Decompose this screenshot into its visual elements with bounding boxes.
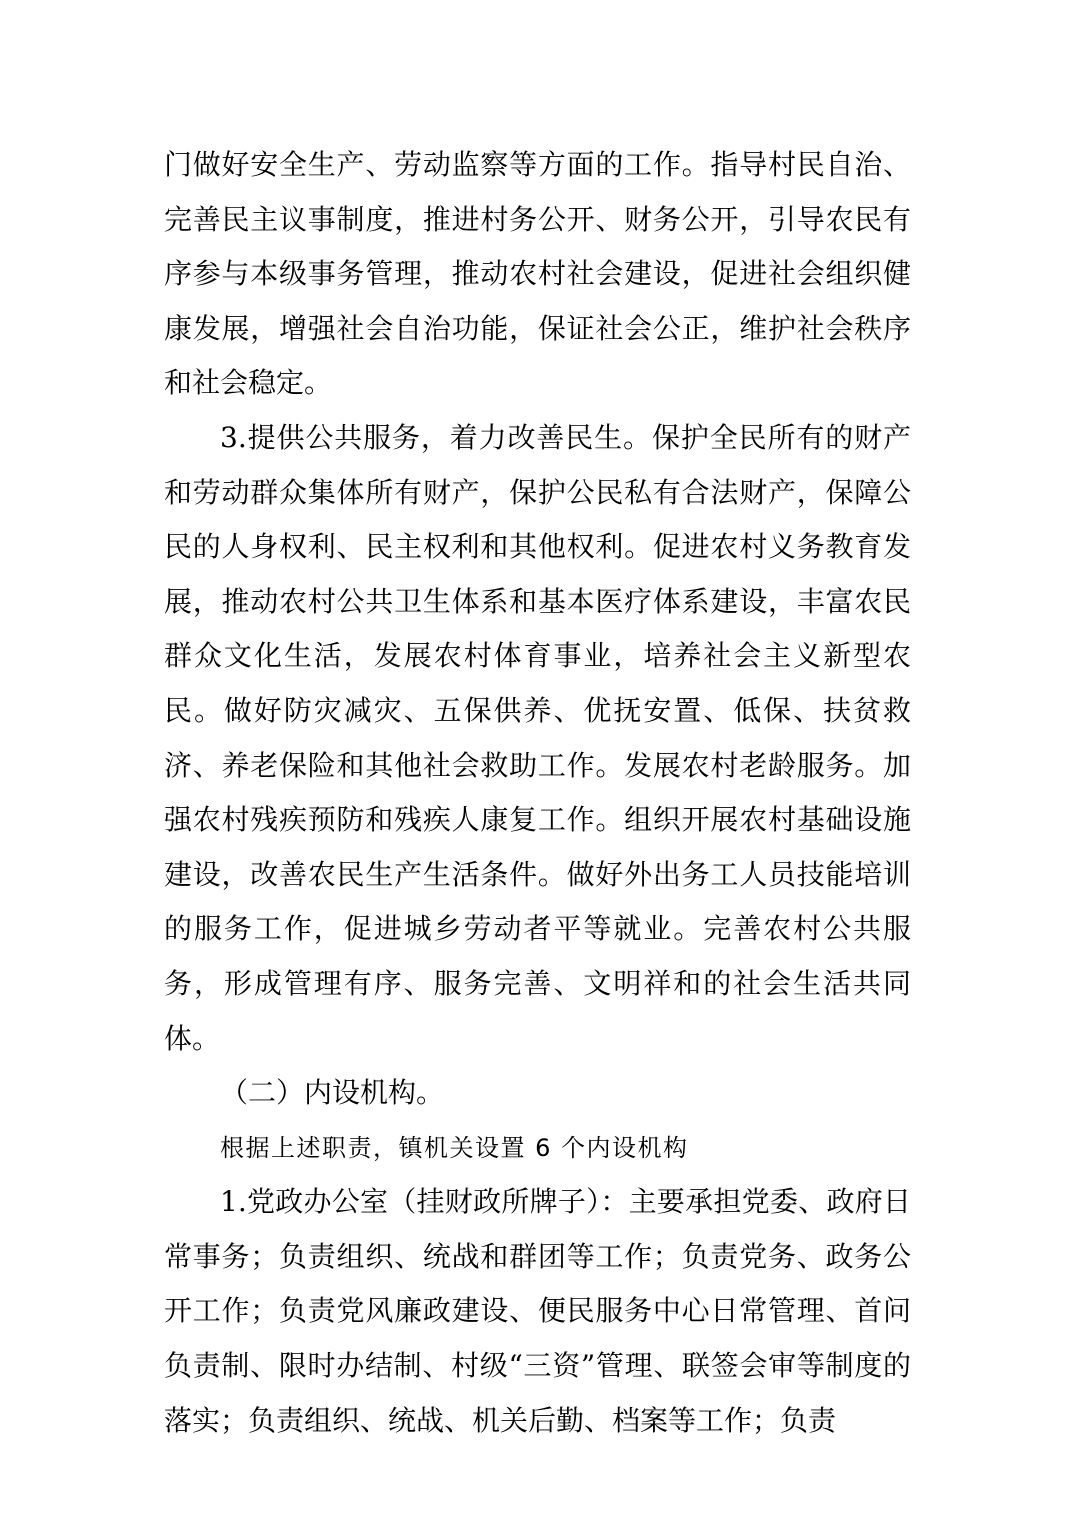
document-body <box>164 138 911 1448</box>
paragraph-party-office: 1.党政办公室（挂财政所牌子）：主要承担党委、政府日常事务；负责组织、统战和群团等工作；负责党务、政务公开工作；负责党风廉政建设、便民服务中心日常管理、首问负责制、限时办结制、村级“三资”管理、联签会审等制度的落实；负责组织、统战、机关后勤、档案等工作；负责 <box>164 1185 911 1437</box>
paragraph-lead-sentence: 根据上述职责，镇机关设置 6 个内设机构 <box>220 1133 689 1162</box>
section-heading-internal-bodies: （二）内设机构。 <box>220 1076 445 1110</box>
paragraph-continued: 门做好安全生产、劳动监察等方面的工作。指导村民自治、完善民主议事制度，推进村务公开、财务公开，引导农民有序参与本级事务管理，推动农村社会建设，促进社会组织健康发展，增强社会自治功能，保证社会公正，维护社会秩序和社会稳定。 <box>164 148 911 400</box>
paragraph-public-services: 3.提供公共服务，着力改善民生。保护全民所有的财产和劳动群众集体所有财产，保护公民私有合法财产，保障公民的人身权利、民主权利和其他权利。促进农村义务教育发展，推动农村公共卫生体系和基本医疗体系建设，丰富农民群众文化生活，发展农村体育事业，培养社会主义新型农民。做好防灾减灾、五保供养、优抚安置、低保、扶贫救济、养老保险和其他社会救助工作。发展农村老龄服务。加强农村残疾预防和残疾人康复工作。组织开展农村基础设施建设，改善农民生产生活条件。做好外出务工人员技能培训的服务工作，促进城乡劳动者平等就业。完善农村公共服务，形成管理有序、服务完善、文明祥和的社会生活共同体。 <box>164 420 911 1055</box>
